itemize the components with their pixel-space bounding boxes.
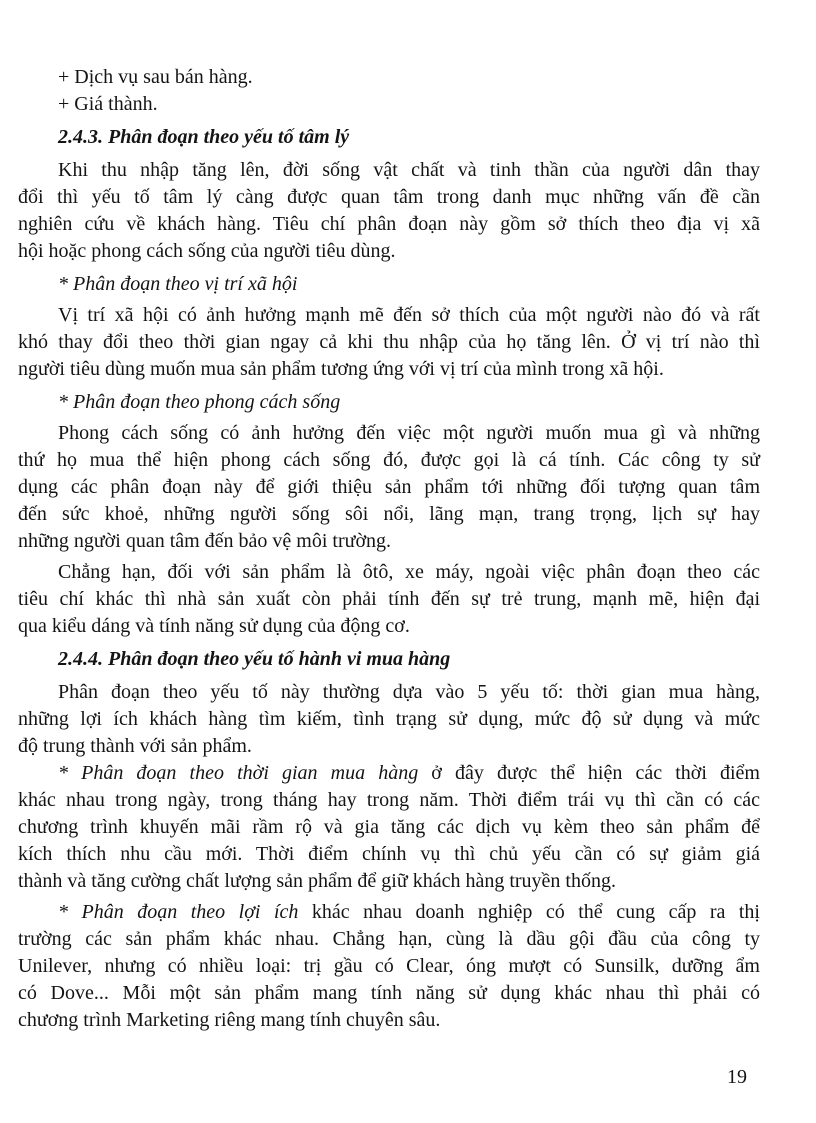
paragraph-line: những người quan tâm đến bảo vệ môi trường. xyxy=(18,530,392,552)
paragraph-line: Phong cách sống có ảnh hưởng đến việc một người muốn mua gì và những xyxy=(58,422,760,444)
bullet-price: + Giá thành. xyxy=(58,93,158,115)
paragraph-line: qua kiểu dáng và tính năng sử dụng của động cơ. xyxy=(18,615,410,637)
paragraph-line: Phân đoạn theo yếu tố này thường dựa vào 5 yếu tố: thời gian mua hàng, xyxy=(58,681,760,703)
document-page xyxy=(18,64,760,1034)
page-number: 19 xyxy=(727,1066,747,1088)
inline-text: khác nhau doanh nghiệp có thể cung cấp ra thị xyxy=(298,901,760,923)
paragraph-line: tiêu chí khác thì nhà sản xuất còn phải tính đến sự trẻ trung, mạnh mẽ, hiện đại xyxy=(18,588,760,610)
paragraph-line: khó thay đổi theo thời gian ngay cả khi thu nhập của họ tăng lên. Ở vị trí nào thì xyxy=(18,331,760,353)
section-heading-2-4-3: 2.4.3. Phân đoạn theo yếu tố tâm lý xyxy=(58,126,350,148)
paragraph-line: đến sức khoẻ, những người sống sôi nổi, lãng mạn, trang trọng, lịch sự hay xyxy=(18,503,760,525)
paragraph-line: chương trình Marketing riêng mang tính chuyên sâu. xyxy=(18,1009,441,1031)
paragraph-line: những lợi ích khách hàng tìm kiếm, tình trạng sử dụng, mức độ sử dụng và mức xyxy=(18,708,760,730)
paragraph-line: nghiên cứu về khách hàng. Tiêu chí phân đoạn này gồm sở thích theo địa vị xã xyxy=(18,213,760,235)
paragraph-line: Unilever, nhưng có nhiều loại: trị gầu có Clear, óng mượt có Sunsilk, dưỡng ẩm xyxy=(18,955,760,977)
inline-text: ở đây được thể hiện các thời điểm xyxy=(418,762,760,784)
paragraph-line xyxy=(18,760,760,787)
bullet-after-sales-service: + Dịch vụ sau bán hàng. xyxy=(58,66,253,88)
paragraph-car-example xyxy=(18,559,760,640)
paragraph-line: hội hoặc phong cách sống của người tiêu dùng. xyxy=(18,240,396,262)
paragraph-line: khác nhau trong ngày, trong tháng hay trong năm. Thời điểm trái vụ thì cần có các xyxy=(18,789,760,811)
paragraph-psychographic-intro xyxy=(18,157,760,265)
paragraph-line: Chẳng hạn, đối với sản phẩm là ôtô, xe máy, ngoài việc phân đoạn theo các xyxy=(58,561,760,583)
paragraph-line: Vị trí xã hội có ảnh hưởng mạnh mẽ đến sở thích của một người nào đó và rất xyxy=(58,304,760,326)
inline-italic-term: * Phân đoạn theo thời gian mua hàng xyxy=(58,762,419,784)
paragraph-line: Khi thu nhập tăng lên, đời sống vật chất và tinh thần của người dân thay xyxy=(58,159,760,181)
subheading-social-position: * Phân đoạn theo vị trí xã hội xyxy=(58,273,298,295)
paragraph-line: kích thích nhu cầu mới. Thời điểm chính vụ thì chủ yếu cần có sự giảm giá xyxy=(18,843,760,865)
paragraph-line xyxy=(18,899,760,926)
subheading-lifestyle: * Phân đoạn theo phong cách sống xyxy=(58,391,341,413)
paragraph-line: có Dove... Mỗi một sản phẩm mang tính năng sử dụng khác nhau thì phải có xyxy=(18,982,760,1004)
paragraph-line: dụng các phân đoạn này để giới thiệu sản phẩm tới những đối tượng quan tâm xyxy=(18,476,760,498)
inline-italic-term: * Phân đoạn theo lợi ích xyxy=(58,901,299,923)
paragraph-line: thứ họ mua thể hiện phong cách sống đó, được gọi là cá tính. Các công ty sử xyxy=(18,449,760,471)
paragraph-lifestyle xyxy=(18,420,760,555)
paragraph-line: thành và tăng cường chất lượng sản phẩm để giữ khách hàng truyền thống. xyxy=(18,870,616,892)
paragraph-line: đổi thì yếu tố tâm lý càng được quan tâm trong danh mục những vấn đề cần xyxy=(18,186,760,208)
section-heading-2-4-4: 2.4.4. Phân đoạn theo yếu tố hành vi mua hàng xyxy=(58,648,451,670)
paragraph-line: trường các sản phẩm khác nhau. Chẳng hạn, cùng là dầu gội đầu của công ty xyxy=(18,928,760,950)
paragraph-line: độ trung thành với sản phẩm. xyxy=(18,735,252,757)
paragraph-line: người tiêu dùng muốn mua sản phẩm tương ứng với vị trí của mình trong xã hội. xyxy=(18,358,664,380)
paragraph-social-position xyxy=(18,302,760,383)
paragraph-line: chương trình khuyến mãi rầm rộ và gia tăng các dịch vụ kèm theo sản phẩm để xyxy=(18,816,760,838)
paragraph-purchase-time xyxy=(18,760,760,895)
paragraph-benefits xyxy=(18,899,760,1034)
paragraph-behavior-intro xyxy=(18,679,760,760)
